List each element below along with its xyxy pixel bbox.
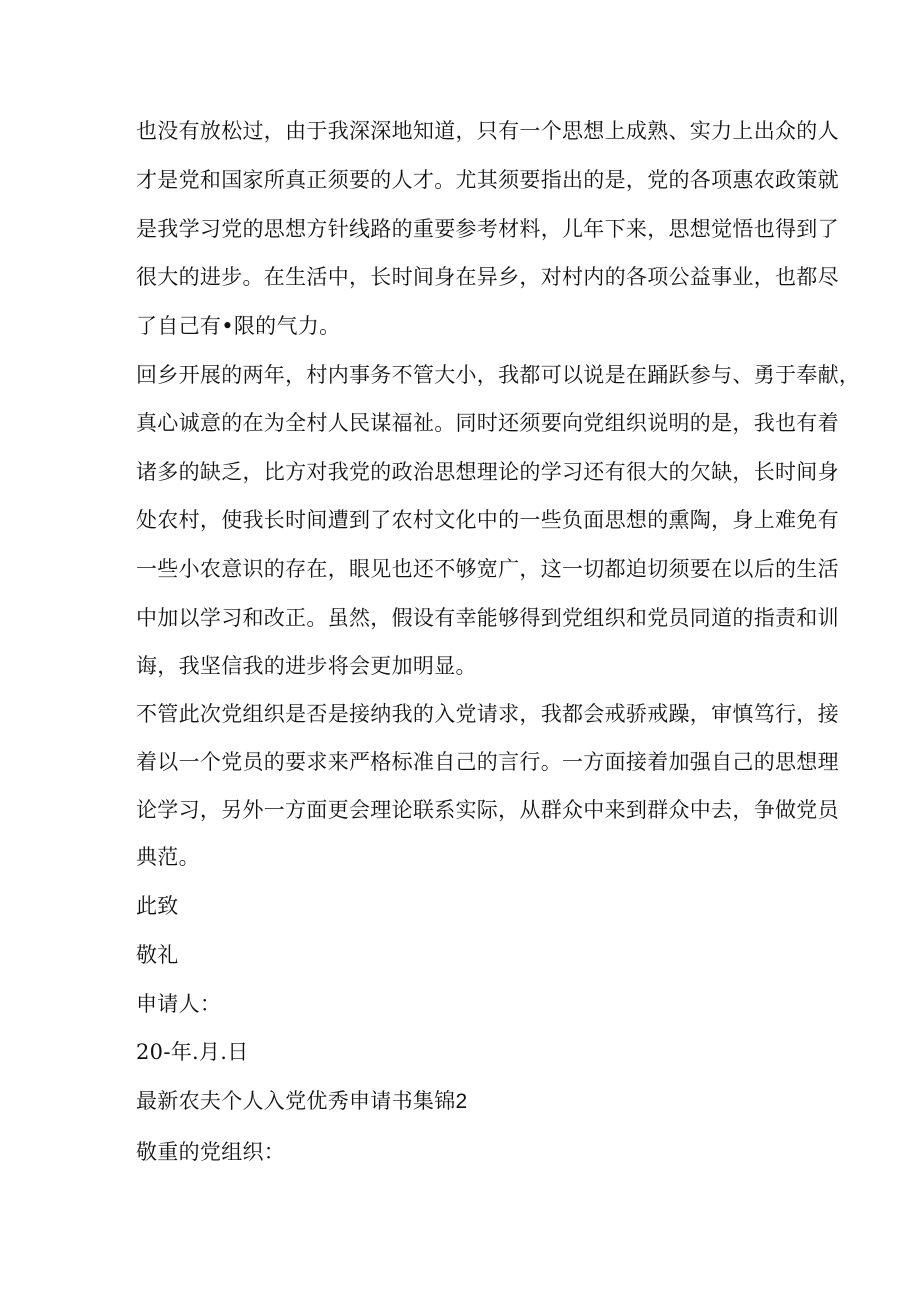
paragraph-1-line: 很大的进步。在生活中，长时间身在异乡，对村内的各项公益事业，也都尽 bbox=[136, 265, 839, 289]
salute-text: 敬礼 bbox=[136, 943, 179, 967]
paragraph-3-line: 典范。 bbox=[136, 845, 200, 869]
paragraph-2-line: 中加以学习和改正。虽然，假设有幸能够得到党组织和党员同道的指责和训 bbox=[136, 606, 839, 630]
paragraph-2-line: 一些小农意识的存在，眼见也还不够宽广，这一切都迫切须要在以后的生活 bbox=[136, 557, 839, 581]
paragraph-1-line: 才是党和国家所真正须要的人才。尤其须要指出的是，党的各项惠农政策就 bbox=[136, 168, 839, 192]
next-section-greeting: 敬重的党组织： bbox=[136, 1140, 286, 1164]
applicant-label: 申请人： bbox=[136, 992, 222, 1016]
closing-text: 此致 bbox=[136, 894, 179, 918]
paragraph-2-line: 诲，我坚信我的进步将会更加明显。 bbox=[136, 654, 477, 678]
paragraph-2-line: 处农村，使我长时间遭到了农村文化中的一些负面思想的熏陶，身上难免有 bbox=[136, 508, 839, 532]
paragraph-3-line: 论学习，另外一方面更会理论联系实际，从群众中来到群众中去，争做党员 bbox=[136, 798, 839, 822]
paragraph-2-line: 回乡开展的两年，村内事务不管大小，我都可以说是在踊跃参与、勇于奉献， bbox=[136, 363, 861, 387]
paragraph-3-line: 不管此次党组织是否是接纳我的入党请求，我都会戒骄戒躁，审慎笃行，接 bbox=[136, 702, 839, 726]
paragraph-2-line: 诸多的缺乏，比方对我党的政治思想理论的学习还有很大的欠缺，长时间身 bbox=[136, 460, 839, 484]
paragraph-3-line: 着以一个党员的要求来严格标准自己的言行。一方面接着加强自己的思想理 bbox=[136, 750, 839, 774]
paragraph-1-line: 是我学习党的思想方针线路的重要参考材料，儿年下来，思想觉悟也得到了 bbox=[136, 217, 839, 241]
paragraph-1-line: 也没有放松过，由于我深深地知道，只有一个思想上成熟、实力上出众的人 bbox=[136, 119, 839, 143]
paragraph-1-line: 了自己有•限的气力。 bbox=[136, 314, 341, 338]
paragraph-2-line: 真心诚意的在为全村人民谋福祉。同时还须要向党组织说明的是，我也有着 bbox=[136, 411, 839, 435]
next-section-title: 最新农夫个人入党优秀申请书集锦2 bbox=[136, 1090, 468, 1113]
date-line: 20-年.月.日 bbox=[136, 1040, 249, 1064]
